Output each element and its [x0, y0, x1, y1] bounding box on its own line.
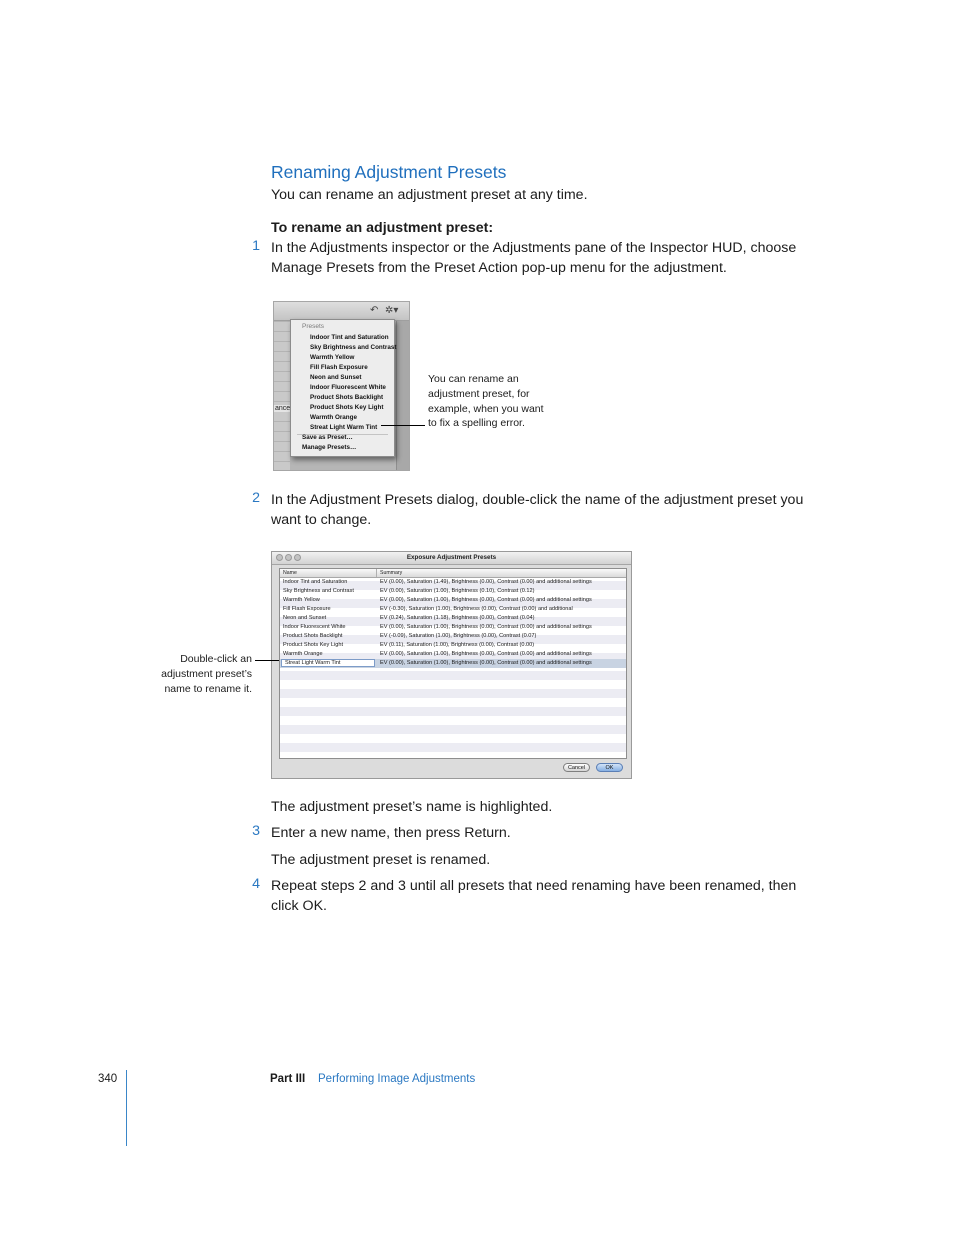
column-header-summary[interactable]: Summary	[380, 570, 403, 576]
page-number: 340	[98, 1073, 118, 1085]
table-row[interactable]: Warmth Yellow EV (0.00), Saturation (1.00), Brightness (0.00), Contrast (0.00) and additional settings	[283, 597, 592, 603]
step-number: 2	[252, 490, 260, 506]
presets-table	[279, 568, 627, 759]
menu-header: Presets	[302, 323, 325, 330]
cropped-label: ance	[275, 405, 291, 412]
step-number: 1	[252, 238, 260, 254]
column-header-name[interactable]: Name	[283, 570, 297, 576]
callout-leader-line	[381, 425, 425, 426]
presets-dialog-screenshot	[271, 551, 632, 779]
table-row[interactable]: Warmth Orange EV (0.00), Saturation (1.00), Brightness (0.00), Contrast (0.00) and additional settings	[283, 651, 592, 657]
table-row[interactable]: Product Shots Backlight EV (-0.09), Saturation (1.00), Brightness (0.00), Contrast (0.07)	[283, 633, 537, 639]
menu-item[interactable]: Sky Brightness and Contrast	[310, 344, 397, 351]
step-2-line-1: In the Adjustment Presets dialog, double-click the name of the adjustment preset you	[271, 492, 804, 508]
table-row[interactable]: Indoor Fluorescent White EV (0.00), Saturation (1.00), Brightness (0.00), Contrast (0.00) and additional settings	[283, 624, 592, 630]
step-number: 3	[252, 823, 260, 839]
menu-item[interactable]: Neon and Sunset	[310, 374, 362, 381]
footer-chapter-title: Performing Image Adjustments	[318, 1073, 476, 1085]
table-row-selected[interactable]: Streat Light Warm Tint EV (0.00), Saturation (1.00), Brightness (0.00), Contrast (0.00) and additional settings	[280, 659, 626, 668]
column-divider	[376, 569, 377, 577]
step-4-line-2: click OK.	[271, 898, 327, 914]
reset-arrow-icon: ↶	[370, 305, 379, 316]
step-4-line-1: Repeat steps 2 and 3 until all presets that need renaming have been renamed, then	[271, 878, 797, 894]
callout-rename-reason: You can rename an adjustment preset, for example, when you want to fix a spelling error.	[428, 373, 544, 430]
menu-item[interactable]: Product Shots Key Light	[310, 404, 384, 411]
dialog-title: Exposure Adjustment Presets	[406, 554, 497, 561]
callout-leader-line	[255, 660, 279, 661]
menu-item[interactable]: Warmth Yellow	[310, 354, 355, 361]
footer-rule	[126, 1070, 127, 1146]
result-text-2: The adjustment preset is renamed.	[271, 852, 491, 868]
procedure-title: To rename an adjustment preset:	[271, 220, 494, 236]
cancel-button[interactable]: Cancel	[563, 763, 590, 772]
footer-part: Part III	[270, 1073, 306, 1085]
preset-action-menu	[290, 319, 395, 457]
inspector-scrollbar	[396, 302, 409, 470]
step-1-line-2: Manage Presets from the Preset Action pop-up menu for the adjustment.	[271, 260, 727, 276]
section-heading: Renaming Adjustment Presets	[271, 162, 507, 182]
menu-item[interactable]: Product Shots Backlight	[310, 394, 384, 401]
gear-icon: ✲▾	[385, 305, 399, 316]
menu-item[interactable]: Indoor Fluorescent White	[310, 384, 386, 391]
menu-item[interactable]: Fill Flash Exposure	[310, 364, 368, 371]
step-3-line-1: Enter a new name, then press Return.	[271, 825, 511, 841]
result-text-1: The adjustment preset’s name is highlighted.	[271, 799, 553, 815]
rename-field[interactable]: Streat Light Warm Tint	[281, 659, 375, 667]
dialog-title-bar	[272, 552, 631, 565]
step-1-line-1: In the Adjustments inspector or the Adjustments pane of the Inspector HUD, choose	[271, 240, 797, 256]
menu-item[interactable]: Indoor Tint and Saturation	[310, 334, 389, 341]
save-as-preset-item[interactable]: Save as Preset…	[302, 434, 353, 441]
table-row[interactable]: Product Shots Key Light EV (0.11), Saturation (1.00), Brightness (0.00), Contrast (0.00)	[283, 642, 535, 648]
table-header	[280, 569, 626, 578]
callout-double-click: Double-click an adjustment preset’s name to rename it.	[161, 653, 252, 695]
manage-presets-item[interactable]: Manage Presets…	[302, 444, 357, 451]
intro-text: You can rename an adjustment preset at any time.	[271, 187, 588, 203]
preset-menu-screenshot	[273, 301, 410, 471]
ok-button[interactable]: OK	[596, 763, 623, 772]
inspector-panel-left	[274, 302, 290, 470]
menu-item[interactable]: Streat Light Warm Tint	[310, 424, 378, 431]
table-row[interactable]: Indoor Tint and Saturation EV (0.00), Saturation (1.49), Brightness (0.00), Contrast (0.00) and additional settings	[283, 579, 592, 585]
menu-item[interactable]: Warmth Orange	[310, 414, 357, 421]
table-row[interactable]: Neon and Sunset EV (0.24), Saturation (1.18), Brightness (0.00), Contrast (0.04)	[283, 615, 535, 621]
table-row[interactable]: Sky Brightness and Contrast EV (0.00), Saturation (1.00), Brightness (0.10), Contrast (0.12)	[283, 588, 535, 594]
table-row[interactable]: Fill Flash Exposure EV (-0.30), Saturation (1.00), Brightness (0.00), Contrast (0.00) and additional	[283, 606, 573, 612]
step-number: 4	[252, 876, 260, 892]
step-2-line-2: want to change.	[271, 512, 372, 528]
